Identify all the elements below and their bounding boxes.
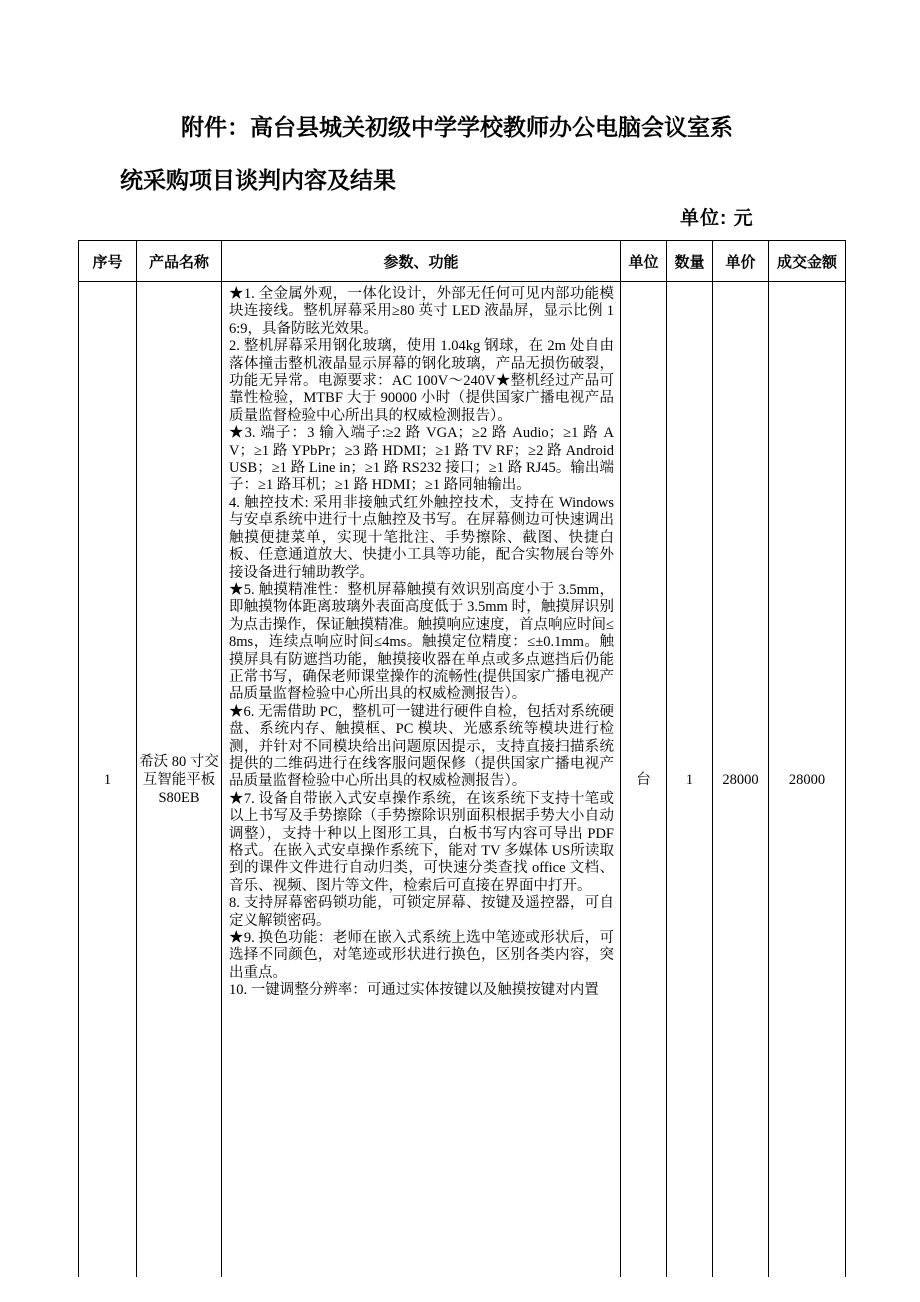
param-item-6: ★6. 无需借助 PC，整机可一键进行硬件自检，包括对系统硬盘、系统内存、触摸框、PC 模块、光感系统等模块进行检测，并针对不同模块给出问题原因提示，支持直接扫描系统提供的二维码进行在线客服问题保修（提供国家广播电视产品质量监督检验中心所出具的权威检测报告）。: [229, 703, 614, 790]
param-item-3: ★3. 端子：3 输入端子:≥2 路 VGA；≥2 路 Audio；≥1 路 AV；≥1 路 YPbPr；≥3 路 HDMI；≥1 路 TV RF；≥2 路 Android USB；≥1 路 Line in；≥1 路 RS232 接口；≥1 路 RJ45。输出端子：≥1 路耳机；≥1 路 HDMI；≥1 路同轴输出。: [229, 425, 614, 494]
param-item-10: 10. 一键调整分辨率：可通过实体按键以及触摸按键对内置: [229, 982, 599, 999]
table-row: [79, 282, 846, 1278]
cell-index: 1: [79, 282, 137, 1278]
param-item-4: 4. 触控技术: 采用非接触式红外触控技术，支持在 Windows 与安卓系统中进行十点触控及书写。在屏幕侧边可快速调出触摸便捷菜单，实现十笔批注、手势擦除、截图、快捷白板、任意通道放大、快捷小工具等功能，配合实物展台等外接设备进行辅助教学。: [229, 494, 614, 581]
procurement-table: [78, 240, 846, 1277]
col-header-quantity: 数量: [667, 241, 713, 282]
cell-quantity: 1: [667, 282, 713, 1278]
cell-unit-price: 28000: [713, 282, 769, 1278]
table-header-row: [79, 241, 846, 282]
param-item-2: 2. 整机屏幕采用钢化玻璃，使用 1.04kg 钢球，在 2m 处自由落体撞击整机液晶显示屏幕的钢化玻璃，产品无损伤破裂，功能无异常。电源要求：AC 100V～240V★整机经过产品可靠性检验，MTBF 大于 90000 小时（提供国家广播电视产品质量监督检验中心所出具的权威检测报告）。: [229, 338, 614, 424]
col-header-amount: 成交金额: [769, 241, 846, 282]
col-header-params: 参数、功能: [222, 241, 621, 282]
param-item-8: 8. 支持屏幕密码锁功能，可锁定屏幕、按键及遥控器，可自定义解锁密码。: [229, 895, 614, 929]
document-title-line1: 附件：高台县城关初级中学学校教师办公电脑会议室系: [181, 114, 733, 140]
param-item-7: ★7. 设备自带嵌入式安卓操作系统，在该系统下支持十笔或以上书写及手势擦除（手势擦除识别面积根据手势大小自动调整），支持十种以上图形工具，白板书写内容可导出 PDF 格式。在嵌入式安卓操作系统下，能对 TV 多媒体 US所读取到的课件文件进行自动归类，可快速分类查找 office 文档、音乐、视频、图片等文件，检索后可直接在界面中打开。: [229, 790, 614, 894]
document-title-line2: 统采购项目谈判内容及结果: [120, 167, 396, 193]
col-header-product: 产品名称: [137, 241, 222, 282]
param-item-5: ★5. 触摸精准性：整机屏幕触摸有效识别高度小于 3.5mm，即触摸物体距离玻璃外表面高度低于 3.5mm 时，触摸屏识别为点击操作，保证触摸精准。触摸响应速度，首点响应时间≤8ms，连续点响应时间≤4ms。触摸定位精度：≤±0.1mm。触摸屏具有防遮挡功能，触摸接收器在单点或多点遮挡后仍能正常书写，确保老师课堂操作的流畅性(提供国家广播电视产品质量监督检验中心所出具的权威检测报告）。: [229, 581, 614, 703]
unit-note: 单位: 元: [680, 208, 754, 229]
param-item-1: ★1. 全金属外观，一体化设计，外部无任何可见内部功能模块连接线。整机屏幕采用≥80 英寸 LED 液晶屏，显示比例 16:9，具备防眩光效果。: [229, 286, 614, 337]
col-header-unit-price: 单价: [713, 241, 769, 282]
cell-product-name: 希沃 80 寸交互智能平板 S80EB: [137, 282, 222, 1278]
cell-amount: 28000: [769, 282, 846, 1278]
param-item-9: ★9. 换色功能：老师在嵌入式系统上选中笔迹或形状后，可选择不同颜色，对笔迹或形状进行换色，区别各类内容，突出重点。: [229, 930, 614, 981]
cell-unit: 台: [621, 282, 667, 1278]
cell-params: [222, 282, 621, 1278]
col-header-unit: 单位: [621, 241, 667, 282]
col-header-index: 序号: [79, 241, 137, 282]
